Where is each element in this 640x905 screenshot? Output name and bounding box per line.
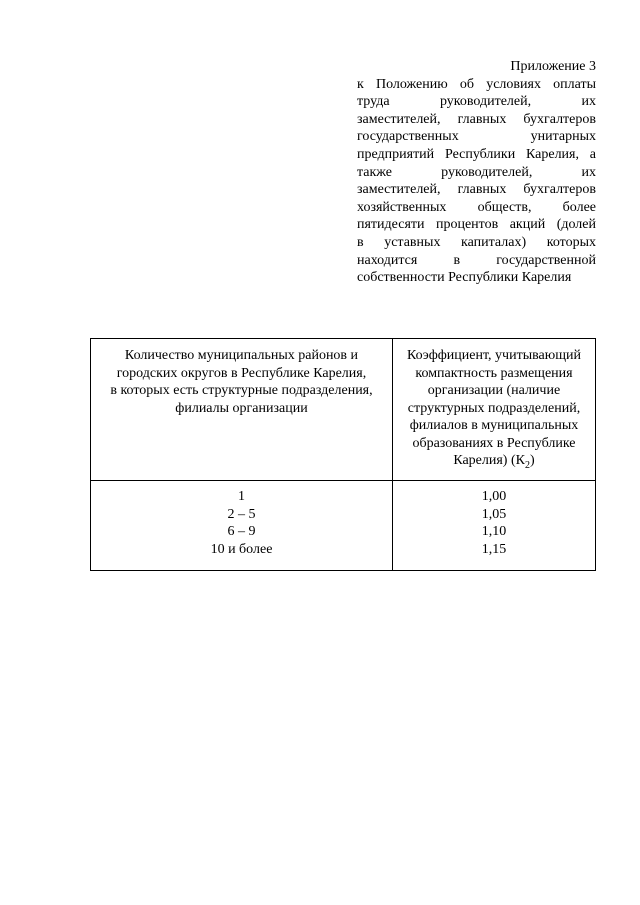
appendix-line: собственности Республики Карелия xyxy=(357,270,572,286)
header-text-line: структурных подразделений, xyxy=(407,400,581,416)
header-text-fragment: ) xyxy=(529,453,535,468)
header-text-line: филиалов в муниципальных xyxy=(409,418,579,433)
header-text-line: Коэффициент, учитывающий xyxy=(407,348,581,363)
header-text-line: филиалы организации xyxy=(175,400,308,416)
header-text-line xyxy=(397,452,591,470)
appendix-line: в уставных капиталах) которых xyxy=(357,234,596,250)
header-text-line: городских округов в Республике Карелия, xyxy=(116,365,367,381)
header-text-line: организации (наличие xyxy=(427,383,561,398)
appendix-header xyxy=(357,58,596,287)
subscript: 2 xyxy=(524,459,530,471)
table-header-row xyxy=(91,339,596,481)
header-text-line: Количество муниципальных районов и xyxy=(124,348,359,363)
coefficient-value: 1,10 xyxy=(481,524,507,539)
coefficient-table xyxy=(90,338,596,571)
header-text-fragment: Карелия) (К xyxy=(453,453,525,468)
appendix-line: труда руководителей, их xyxy=(357,94,596,110)
header-text-line: образованиях в Республике xyxy=(412,435,576,451)
appendix-line: находится в государственной xyxy=(357,252,596,268)
appendix-title: Приложение 3 xyxy=(510,59,596,74)
appendix-line: к Положению об условиях оплаты xyxy=(357,76,596,92)
count-value: 6 – 9 xyxy=(227,524,256,539)
count-value: 1 xyxy=(237,489,245,504)
count-value: 2 – 5 xyxy=(227,506,256,522)
count-cell xyxy=(91,481,393,571)
appendix-line: пятидесяти процентов акций (долей xyxy=(357,217,596,233)
count-value: 10 и более xyxy=(210,541,273,557)
coefficient-value: 1,15 xyxy=(481,541,507,557)
appendix-line: хозяйственных обществ, более xyxy=(357,199,596,215)
header-text-line: компактность размещения xyxy=(415,365,573,381)
header-cell-coefficient xyxy=(392,339,595,481)
table-row xyxy=(91,481,596,571)
appendix-line: также руководителей, их xyxy=(357,164,596,180)
coefficient-value: 1,05 xyxy=(481,506,507,522)
header-text-line: в которых есть структурные подразделения, xyxy=(110,383,373,398)
header-cell-count xyxy=(91,339,393,481)
appendix-line: предприятий Республики Карелия, а xyxy=(357,146,596,162)
coefficient-value: 1,00 xyxy=(481,489,507,504)
appendix-line: заместителей, главных бухгалтеров xyxy=(357,111,596,127)
coefficient-cell xyxy=(392,481,595,571)
appendix-line: государственных унитарных xyxy=(357,129,596,145)
appendix-line: заместителей, главных бухгалтеров xyxy=(357,182,596,198)
